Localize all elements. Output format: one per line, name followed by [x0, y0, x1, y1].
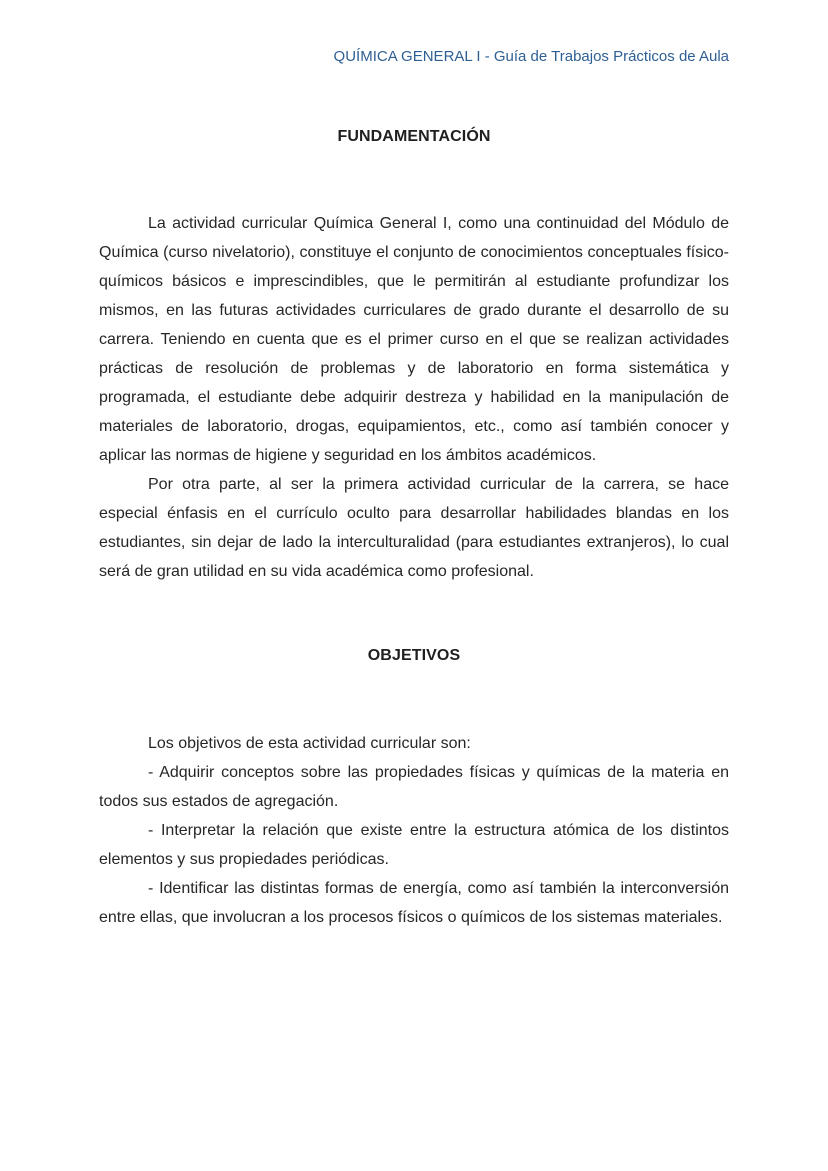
section-title-fundamentacion: FUNDAMENTACIÓN [337, 128, 491, 145]
objetivo-item-1: - Adquirir conceptos sobre las propiedades físicas y químicas de la materia en todos sus estados de agregación. [99, 764, 729, 810]
objetivos-body [99, 729, 729, 932]
objetivos-intro: Los objetivos de esta actividad curricular son: [148, 735, 471, 752]
objetivo-item-2: - Interpretar la relación que existe entre la estructura atómica de los distintos elementos y sus propiedades periódicas. [99, 822, 729, 868]
fundamentacion-paragraph-2: Por otra parte, al ser la primera actividad curricular de la carrera, se hace especial énfasis en el currículo oculto para desarrollar habilidades blandas en los estudiantes, sin dejar de lado la interculturalidad (para estudiantes extranjeros), lo cual será de gran utilidad en su vida académica como profesional. [99, 476, 729, 580]
running-header: QUÍMICA GENERAL I - Guía de Trabajos Prácticos de Aula [333, 48, 729, 65]
fundamentacion-body [99, 209, 729, 586]
objetivo-item-3: - Identificar las distintas formas de energía, como así también la interconversión entre ellas, que involucran a los procesos físicos o químicos de los sistemas materiales. [99, 880, 729, 926]
fundamentacion-paragraph-1: La actividad curricular Química General I, como una continuidad del Módulo de Química (curso nivelatorio), constituye el conjunto de conocimientos conceptuales físico-químicos básicos e imprescindibles, que le permitirán al estudiante profundizar los mismos, en las futuras actividades curriculares de grado durante el desarrollo de su carrera. Teniendo en cuenta que es el primer curso en el que se realizan actividades prácticas de resolución de problemas y de laboratorio en forma sistemática y programada, el estudiante debe adquirir destreza y habilidad en la manipulación de materiales de laboratorio, drogas, equipamientos, etc., como así también conocer y aplicar las normas de higiene y seguridad en los ámbitos académicos. [99, 215, 729, 464]
section-title-objetivos: OBJETIVOS [367, 647, 461, 664]
